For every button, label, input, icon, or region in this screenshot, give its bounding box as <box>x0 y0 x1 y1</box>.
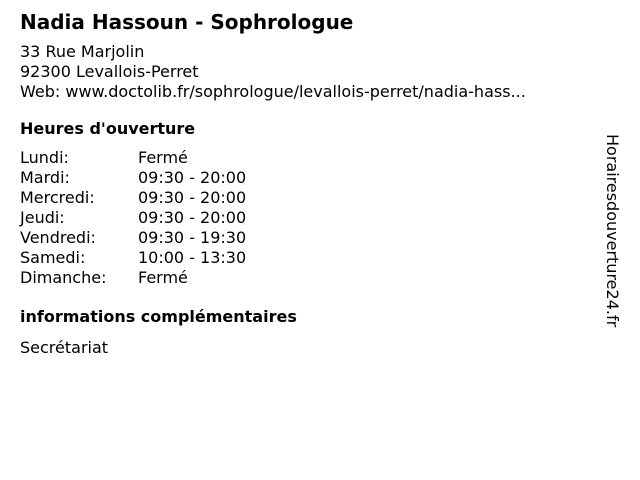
day-label: Samedi: <box>20 248 86 267</box>
listing-card <box>20 8 610 358</box>
day-hours: 09:30 - 20:00 <box>138 208 247 227</box>
day-label: Mercredi: <box>20 188 95 207</box>
day-label: Lundi: <box>20 148 69 167</box>
hours-row-saturday <box>20 248 246 268</box>
hours-row-tuesday <box>20 168 246 188</box>
address-city: 92300 Levallois-Perret <box>20 62 199 81</box>
day-label: Mardi: <box>20 168 70 187</box>
day-hours: Fermé <box>138 148 188 167</box>
hours-row-monday <box>20 148 246 168</box>
business-title: Nadia Hassoun - Sophrologue <box>20 10 354 34</box>
day-hours: Fermé <box>138 268 188 287</box>
day-label: Jeudi: <box>20 208 65 227</box>
day-hours: 09:30 - 20:00 <box>138 188 247 207</box>
website-line: Web: www.doctolib.fr/sophrologue/levallois-perret/nadia-hass... <box>20 82 526 101</box>
site-watermark-label: Horairesdouverture24.fr <box>603 134 622 328</box>
additional-info-heading: informations complémentaires <box>20 307 297 326</box>
additional-info-text: Secrétariat <box>20 338 109 357</box>
hours-row-thursday <box>20 208 246 228</box>
hours-row-sunday <box>20 268 246 288</box>
hours-row-wednesday <box>20 188 246 208</box>
day-hours: 09:30 - 19:30 <box>138 228 247 247</box>
day-hours: 09:30 - 20:00 <box>138 168 247 187</box>
day-label: Vendredi: <box>20 228 96 247</box>
day-label: Dimanche: <box>20 268 107 287</box>
opening-hours-heading: Heures d'ouverture <box>20 119 196 138</box>
opening-hours-table <box>20 148 246 288</box>
day-hours: 10:00 - 13:30 <box>138 248 247 267</box>
address-street: 33 Rue Marjolin <box>20 42 145 61</box>
hours-row-friday <box>20 228 246 248</box>
